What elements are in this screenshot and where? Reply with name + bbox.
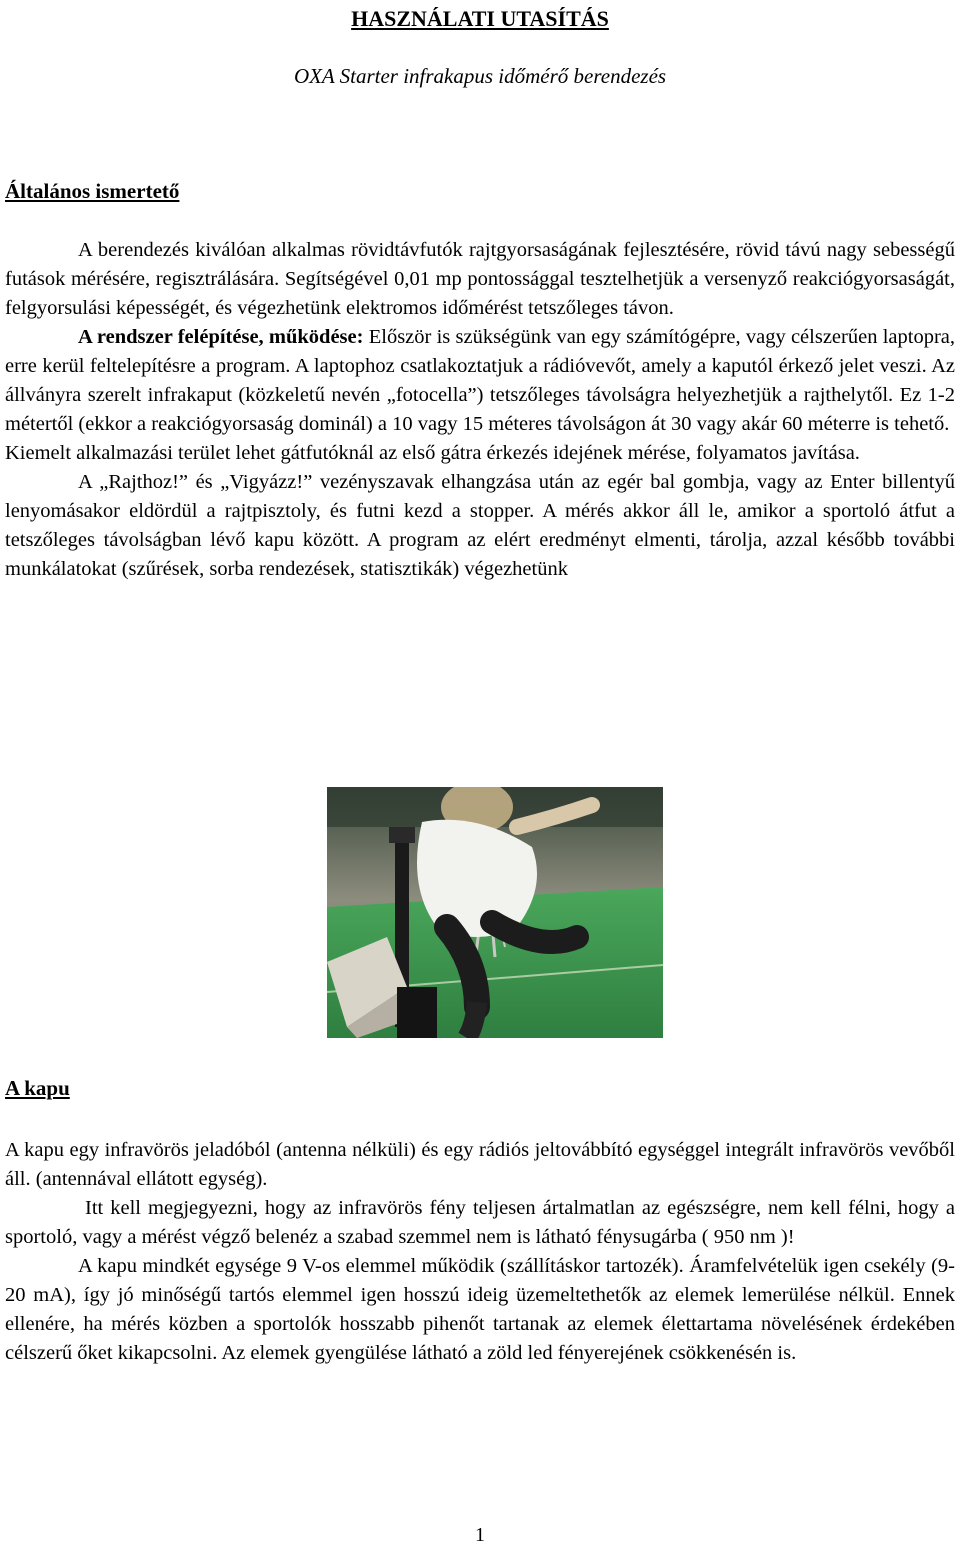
section-heading-gate: A kapu xyxy=(5,1076,70,1100)
page-number: 1 xyxy=(475,1524,485,1546)
paragraph-gate-intro: A kapu egy infravörös jeladóból (antenna nélküli) és egy rádiós jeltovábbító egységgel integrált infravörös vevőből áll. (antennával ellátott egység). xyxy=(5,1139,955,1190)
paragraph-system-text: Először is szükségünk van egy számítógépre, vagy célszerűen laptopra, erre kerül feltelepítésre a program. A laptophoz csatlakoztatjuk a rádióvevőt, amely a kaputól érkező jelet veszi. Az állványra szerelt infrakaput (közkeletű nevén „fotocella”) tetszőleges távolságra helyezhetjük a rajthelytől. Ez 1-2 métertől (ekkor a reakciógyorsaság dominál) a 10 vagy 15 méteres távolságon át 30 vagy akár 60 méterre is tehető. xyxy=(5,326,955,435)
section-heading-general: Általános ismertető xyxy=(5,179,180,203)
paragraph-start-procedure: A „Rajthoz!” és „Vigyázz!” vezényszavak elhangzása után az egér bal gombja, vagy az Enter billentyű lenyomásakor eldördül a rajtpisztoly, és futni kezd a stopper. A mérés akkor áll le, amikor a sportoló átfut a tetszőleges távolságban lévő kapu között. A program az elért eredményt elmenti, tárolja, azzal később további munkálatokat (szűrések, sorba rendezések, statisztikák) végezhetünk xyxy=(5,471,955,580)
document-title: HASZNÁLATI UTASÍTÁS xyxy=(351,6,609,31)
paragraph-battery: A kapu mindkét egysége 9 V-os elemmel működik (szállításkor tartozék). Áramfelvételük igen csekély (9-20 mA), így jó minőségű tartós elemmel igen hosszú ideig üzemeltethetők az elemek lemerülése nélkül. Ennek ellenére, ha mérés közben a sportolók hosszabb pihenőt tartanak az elemek élettartama növelésének érdekében célszerű őket kikapcsolni. Az elemek gyengülése látható a zöld led fényerejének csökkenésén is. xyxy=(5,1255,955,1364)
paragraph-system xyxy=(5,323,955,439)
paragraph-system-lead: A rendszer felépítése, működése: xyxy=(78,326,364,348)
section-gate-body xyxy=(5,1136,955,1368)
document-subtitle: OXA Starter infrakapus időmérő berendezés xyxy=(293,64,667,88)
sprinter-photo xyxy=(327,787,663,1038)
section-general-body xyxy=(5,236,955,584)
paragraph-intro: A berendezés kiválóan alkalmas rövidtávfutók rajtgyorsaságának fejlesztésére, rövid távú nagy sebességű futások mérésére, regisztrálására. Segítségével 0,01 mp pontossággal tesztelhetjük a versenyző reakciógyorsaságát, felgyorsulási képességét, és végezhetünk elektromos időmérést tetszőleges távon. xyxy=(5,239,955,319)
paragraph-hurdles: Kiemelt alkalmazási terület lehet gátfutóknál az első gátra érkezés idejének mérése, folyamatos javítása. xyxy=(5,442,860,464)
paragraph-safety: Itt kell megjegyezni, hogy az infravörös fény teljesen ártalmatlan az egészségre, nem kell félni, hogy a sportoló, vagy a mérést végző belenéz a szabad szemmel nem is látható fénysugárba ( 950 nm )! xyxy=(5,1197,955,1248)
